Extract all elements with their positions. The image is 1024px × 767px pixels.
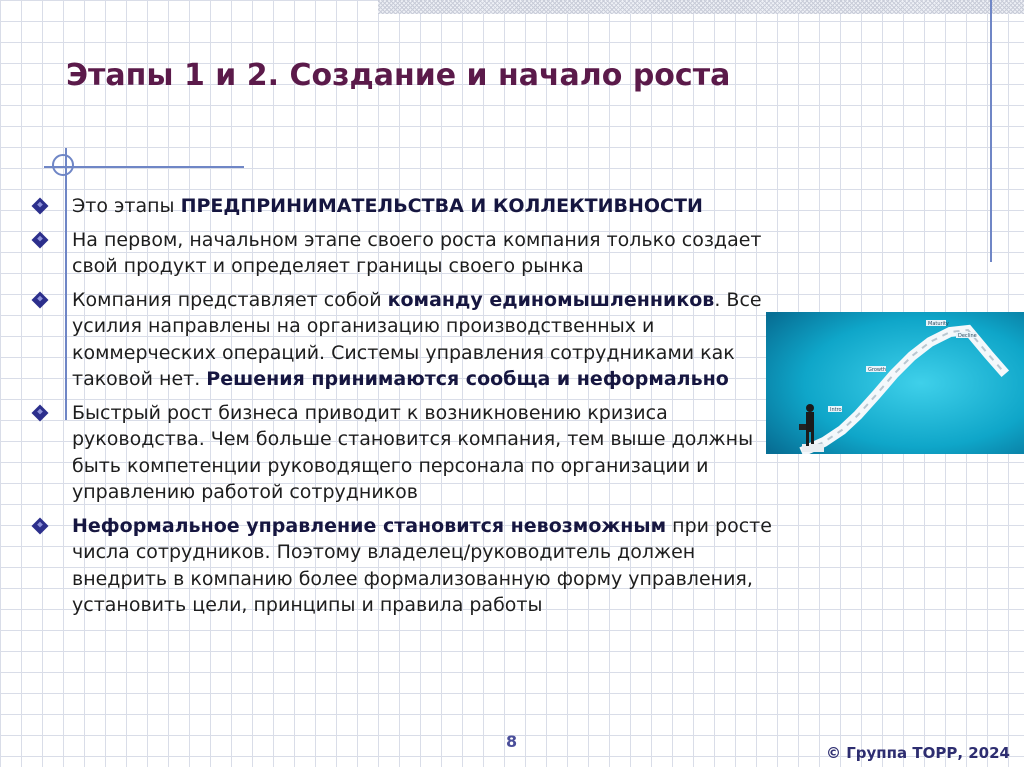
step-label-maturity: Maturity <box>928 321 949 327</box>
bullet-item <box>34 227 774 280</box>
bullet-bold-text: Решения принимаются сообща и неформально <box>206 368 729 390</box>
slide-title: Этапы 1 и 2. Создание и начало роста <box>66 58 731 93</box>
bullet-text: На первом, начальном этапе своего роста компания только создает свой продукт и определяет границы своего рынка <box>72 228 762 277</box>
page-number: 8 <box>506 732 518 751</box>
bullet-text: Компания представляет собой <box>72 288 388 311</box>
step-label-intro: Intro <box>830 407 842 413</box>
business-growth-staircase-image <box>766 312 1024 454</box>
bullet-list <box>34 193 774 626</box>
diamond-bullet-icon <box>32 291 49 308</box>
bullet-item <box>34 287 774 393</box>
bullet-bold-text: ПРЕДПРИНИМАТЕЛЬСТВА И КОЛЛЕКТИВНОСТИ <box>180 195 703 217</box>
right-accent-line <box>990 0 992 262</box>
top-pattern-bar <box>378 0 1024 14</box>
step-label-growth: Growth <box>868 367 887 373</box>
bullet-text: при росте числа сотрудников. Поэтому владелец/руководитель должен внедрить в компанию более формализованную форму управления, установить цели, принципы и правила работы <box>72 514 772 616</box>
decorative-horizontal-line <box>44 166 244 168</box>
decorative-crosshair-circle <box>52 154 74 176</box>
diamond-bullet-icon <box>32 198 49 215</box>
step-label-decline: Decline <box>958 333 977 339</box>
diamond-bullet-icon <box>32 517 49 534</box>
bullet-bold-text: команду единомышленников <box>387 288 715 311</box>
bullet-text: Быстрый рост бизнеса приводит к возникновению кризиса руководства. Чем больше становится компания, тем выше должны быть компетенции руководящего персонала по организации и управлению работой сотрудников <box>72 401 754 503</box>
copyright-footer: © Группа ТОРР, 2024 <box>825 744 1010 762</box>
bullet-item <box>34 193 774 220</box>
image-background <box>766 312 1024 454</box>
bullet-bold-text: Неформальное управление становится невозможным <box>72 514 667 537</box>
bullet-text: Это этапы <box>72 195 181 217</box>
bullet-item <box>34 513 774 619</box>
diamond-bullet-icon <box>32 404 49 421</box>
bullet-text: . Все усилия направлены на организацию производственных и коммерческих операций. Системы управления сотрудниками как таковой нет. <box>72 288 762 390</box>
bullet-item <box>34 400 774 506</box>
diamond-bullet-icon <box>32 231 49 248</box>
